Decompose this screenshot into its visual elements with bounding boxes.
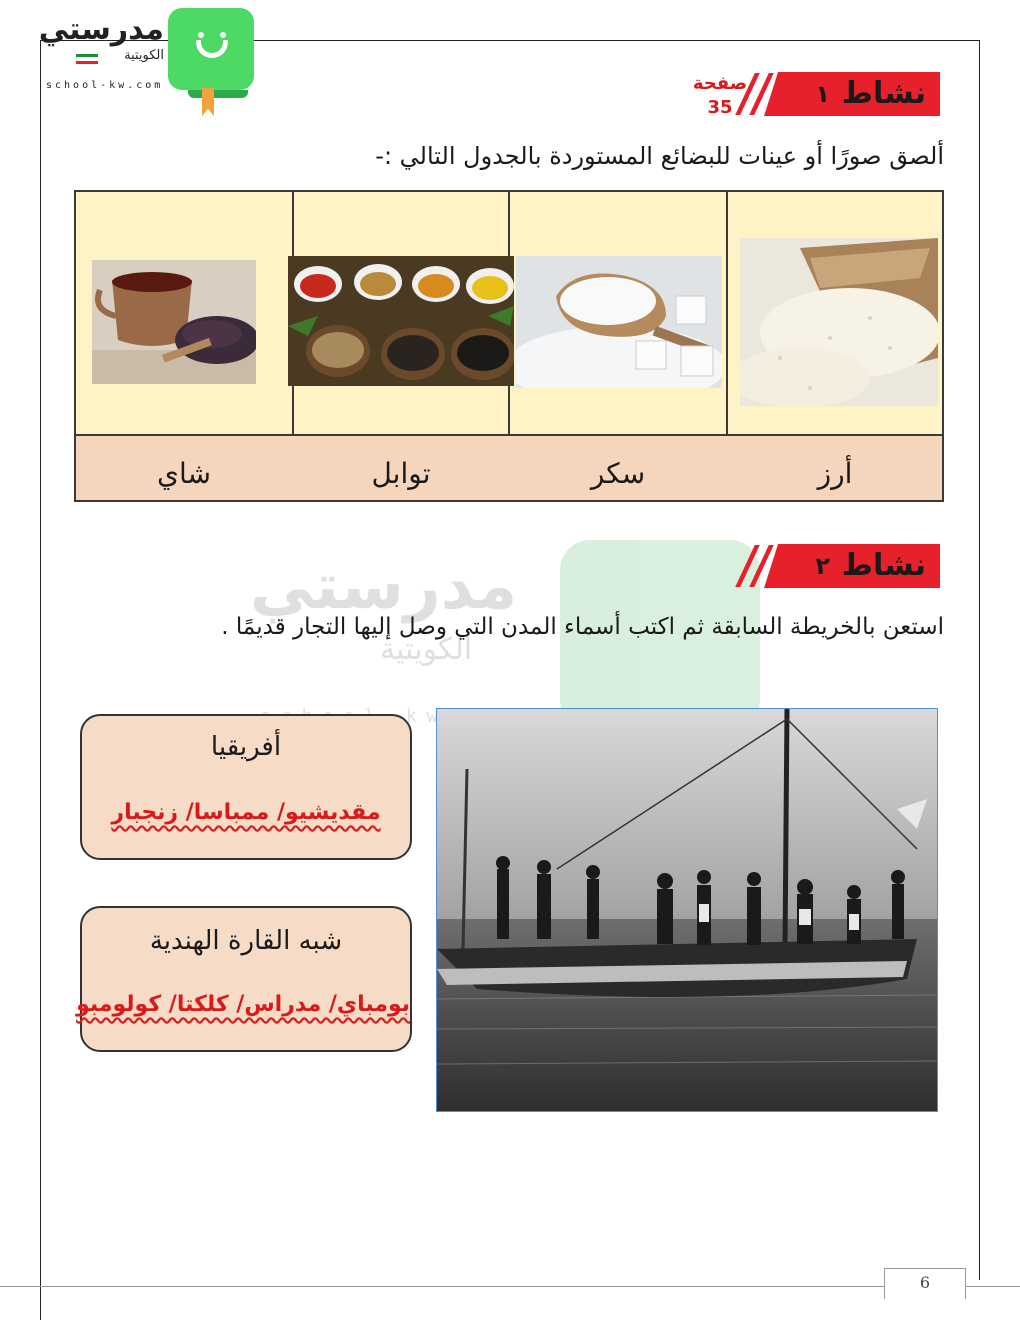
page-frame-bottom (0, 1286, 1020, 1287)
watermark-name: مدرستي (250, 550, 518, 624)
good-name-sugar: سكر (590, 457, 646, 490)
old-sailing-dhow-photo (436, 708, 938, 1112)
page-frame-right (979, 40, 980, 1280)
activity2-label: نشاط (841, 548, 926, 583)
activity2-banner (740, 544, 940, 588)
kuwait-flag-icon (76, 54, 98, 64)
page-ref-number: 35 (707, 97, 733, 118)
smile-icon (190, 26, 234, 66)
page-frame-left (40, 40, 41, 1320)
activity1-number: ١ (815, 80, 830, 108)
tea-cup-image (92, 260, 256, 384)
region-cities-africa: مقديشيو/ ممباسا/ زنجبار (111, 800, 381, 825)
page-reference (690, 72, 750, 120)
region-box-india (76, 906, 412, 1052)
activity1-instruction: ألصق صورًا أو عينات للبضائع المستوردة بالجدول التالي :- (375, 142, 944, 170)
good-name-tea: شاي (157, 457, 211, 490)
region-box-africa (80, 714, 412, 860)
rice-sack-image (740, 238, 938, 406)
logo-name: مدرستي (38, 12, 164, 47)
school-logo (40, 8, 260, 118)
logo-url: school-kw.com (46, 80, 164, 91)
bookmark-ribbon-icon (202, 88, 214, 116)
goods-table (74, 190, 944, 502)
watermark-subtitle: الكويتية (380, 632, 473, 667)
activity2-instruction: استعن بالخريطة السابقة ثم اكتب أسماء المدن التي وصل إليها التجار قديمًا . (221, 614, 944, 640)
activity2-number: ٢ (815, 552, 830, 580)
page-ref-word: صفحة (692, 73, 748, 94)
activity1-banner (740, 72, 940, 116)
goods-names-row (76, 434, 942, 500)
region-cities-india: بومباي/ مدراس/ كلكتا/ كولومبو (76, 992, 410, 1017)
spices-bowls-image (288, 256, 514, 386)
region-title-africa: أفريقيا (210, 732, 282, 762)
good-name-spices: توابل (371, 457, 431, 490)
logo-subtitle: الكويتية (124, 48, 164, 63)
good-name-rice: أرز (817, 457, 853, 490)
page-number: 6 (884, 1268, 966, 1299)
activity1-label: نشاط (841, 76, 926, 111)
region-title-india: شبه القارة الهندية (149, 926, 343, 956)
sugar-spoon-image (516, 256, 722, 388)
